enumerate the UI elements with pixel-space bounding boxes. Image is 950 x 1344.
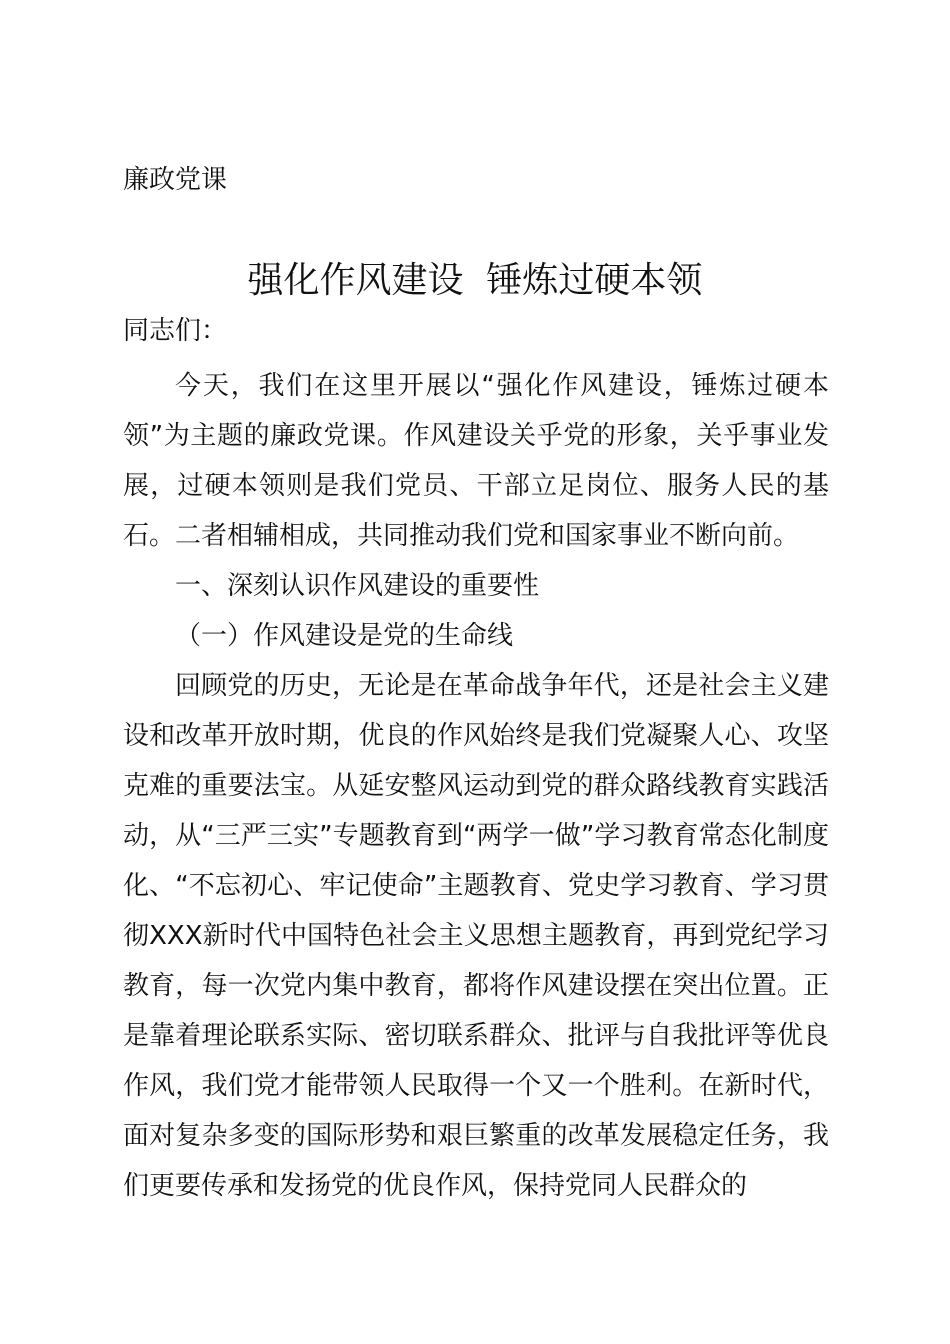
subsection-heading: （一）作风建设是党的生命线: [175, 621, 514, 651]
document-category-label: 廉政党课: [123, 165, 228, 195]
section-heading: 一、深刻认识作风建设的重要性: [175, 571, 540, 601]
paragraph-history: 回顾党的历史，无论是在革命战争年代，还是社会主义建设和改革开放时期，优良的作风始终是我们党凝聚人心、攻坚克难的重要法宝。从延安整风运动到党的群众路线教育实践活动，从“三严三实”专题教育到“两学一做”学习教育常态化制度化、“不忘初心、牢记使命”主题教育、党史学习教育、学习贯彻XXX新时代中国特色社会主义思想主题教育，再到党纪学习教育，每一次党内集中教育，都将作风建设摆在突出位置。正是靠着理论联系实际、密切联系群众、批评与自我批评等优良作风，我们党才能带领人民取得一个又一个胜利。在新时代，面对复杂多变的国际形势和艰巨繁重的改革发展稳定任务，我们更要传承和发扬党的优良作风，保持党同人民群众的: [123, 671, 829, 1201]
document-body: [123, 361, 829, 1211]
document-title: 强化作风建设 锤炼过硬本领: [247, 260, 703, 301]
paragraph-intro: 今天，我们在这里开展以“强化作风建设，锤炼过硬本领”为主题的廉政党课。作风建设关乎党的形象，关乎事业发展，过硬本领则是我们党员、干部立足岗位、服务人民的基石。二者相辅相成，共同推动我们党和国家事业不断向前。: [123, 371, 829, 551]
salutation: 同志们：: [123, 316, 228, 346]
